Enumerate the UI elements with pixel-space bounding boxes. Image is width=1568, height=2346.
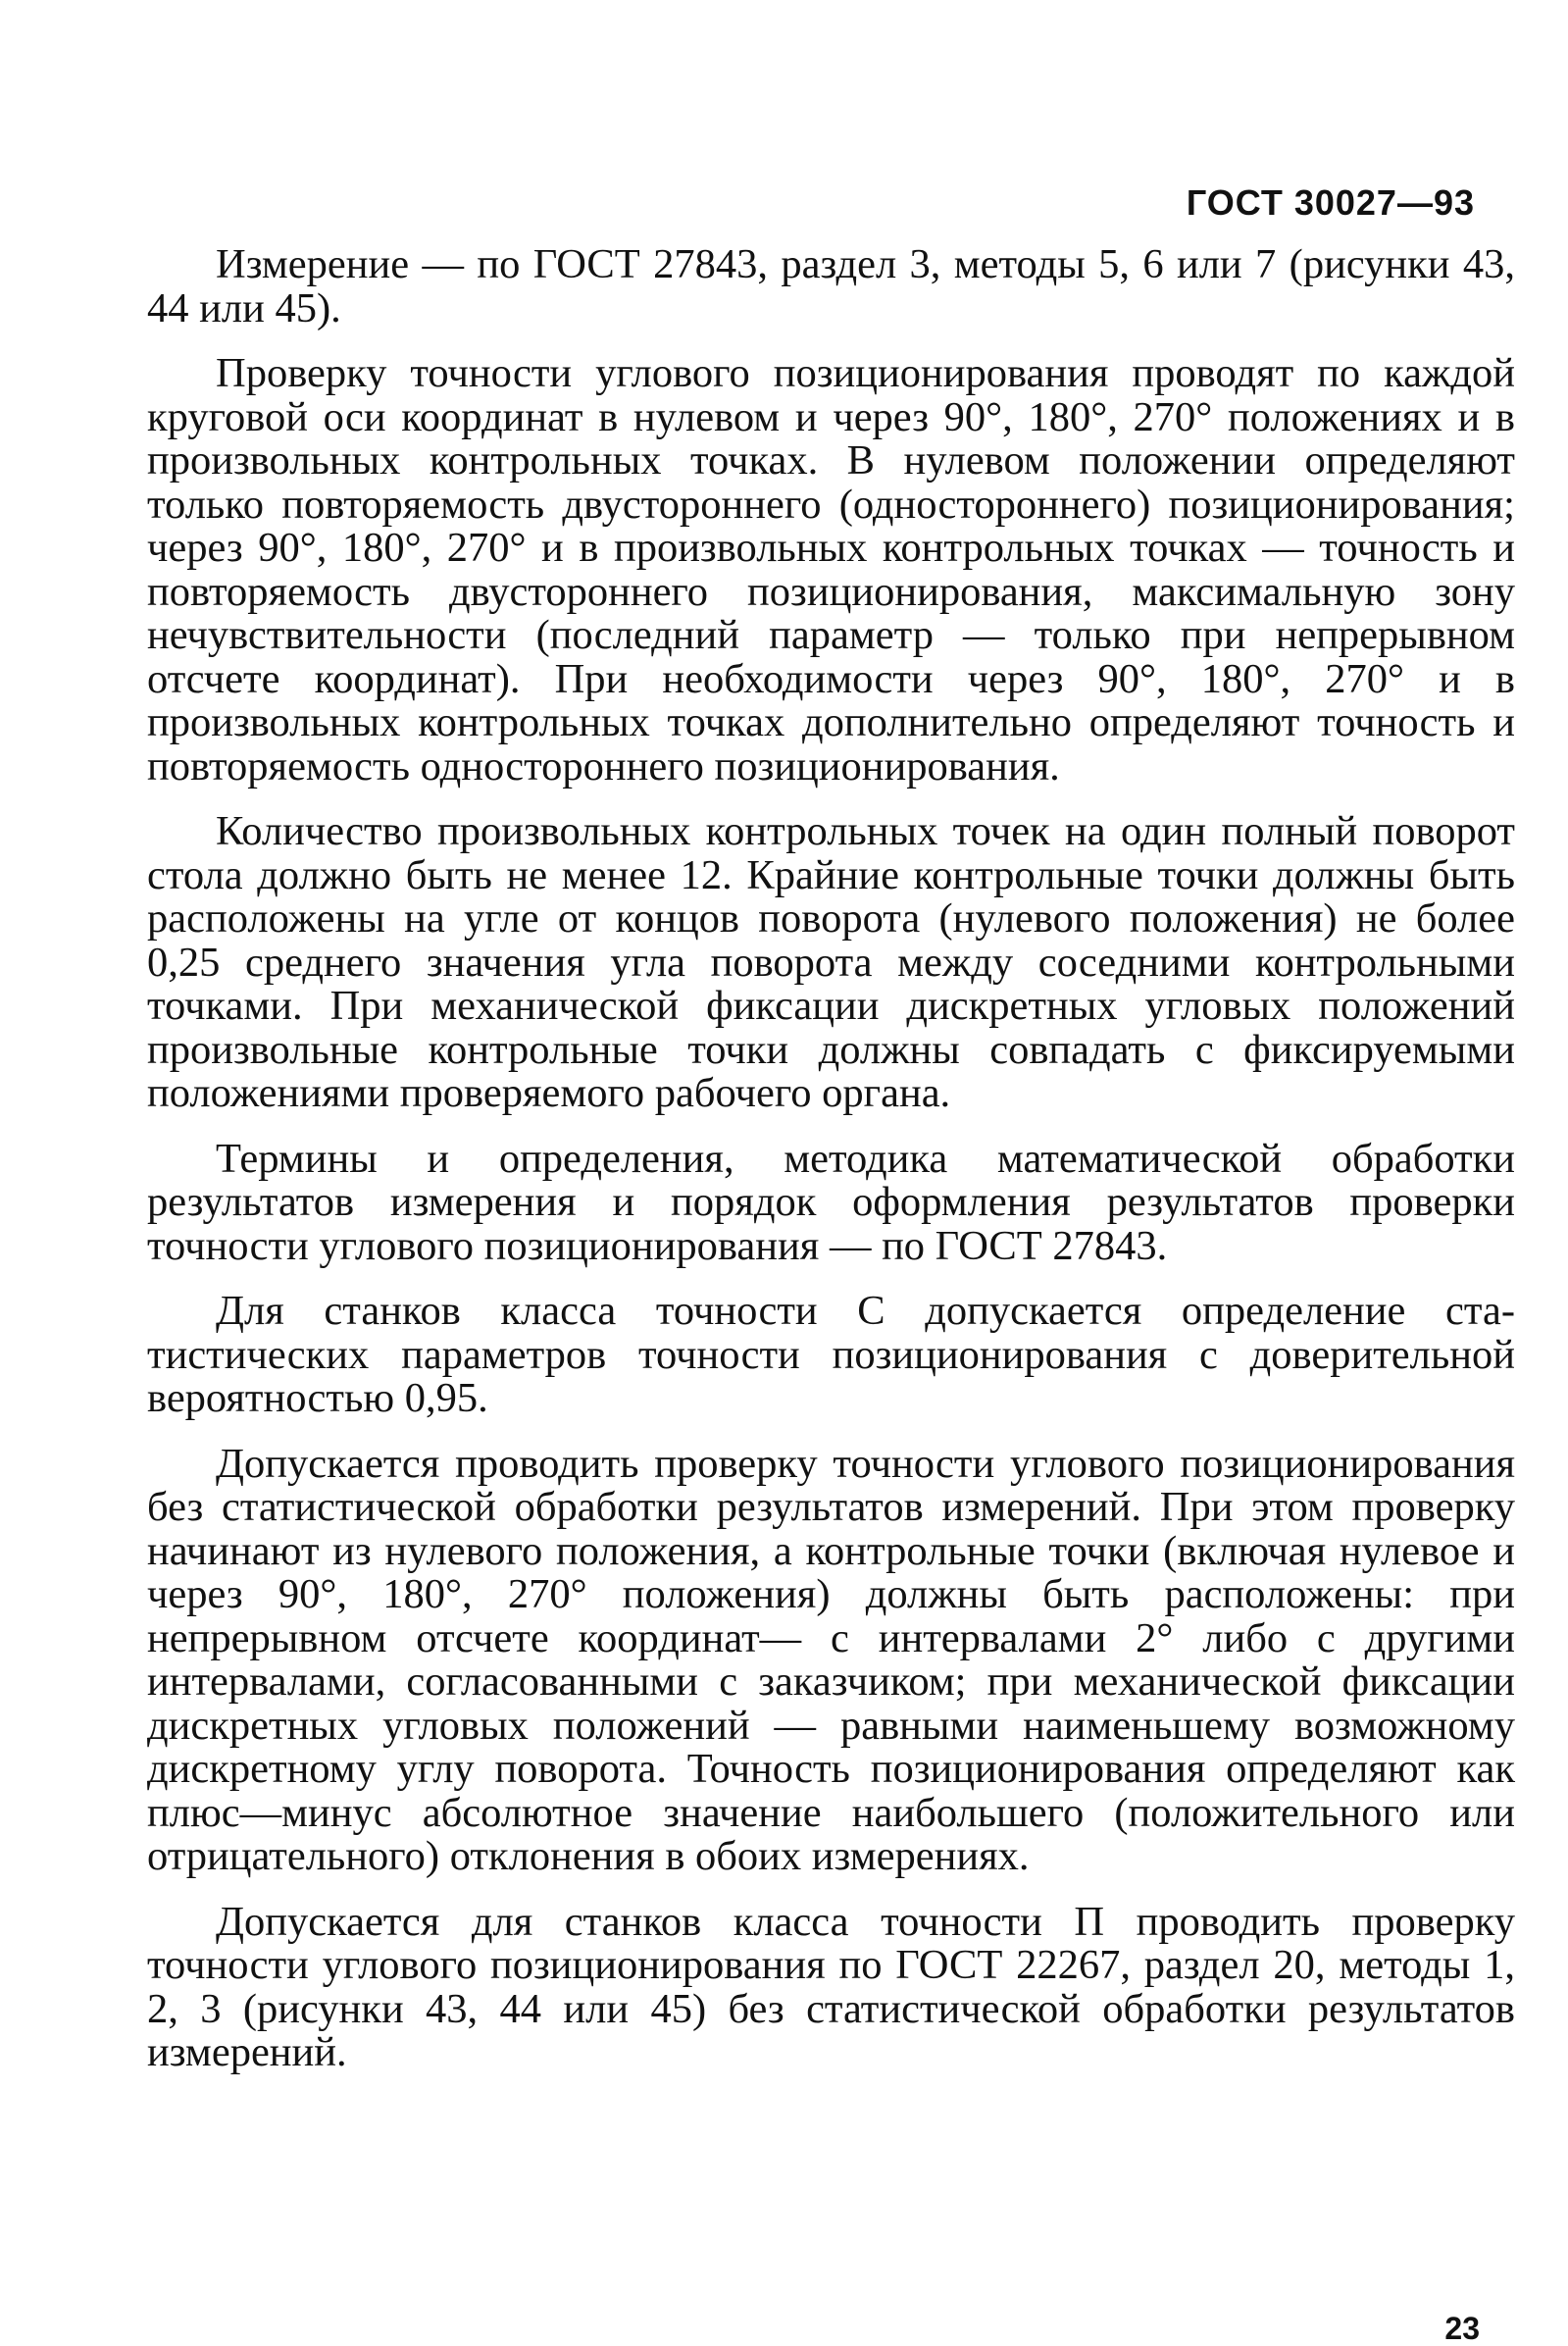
page-number: 23	[1444, 2311, 1480, 2346]
paragraph: Измерение — по ГОСТ 27843, раздел 3, методы 5, 6 или 7 (рисунки 43, 44 или 45).	[147, 241, 1515, 332]
paragraph: Для станков класса точности С допускается определение статистических параметров точности позиционирования с доверительной вероятностью 0,95.	[147, 1288, 1515, 1421]
paragraph: Допускается для станков класса точности П проводить проверку точности углового позиционирования по ГОСТ 22267, раздел 20, методы 1, 2, 3 (рисунки 43, 44 или 45) без статистической обработки результатов измерений.	[147, 1898, 1515, 2075]
paragraph: Проверку точности углового позиционирования проводят по каждой круговой оси координат в нулевом и через 90°, 180°, 270° положениях и в произвольных контрольных точках. В нулевом положении определяют только повторяемость двустороннего (одностороннего) позиционирования; через 90°, 180°, 270° и в произвольных контрольных точках — точность и повторяемость двустороннего позиционирования, максимальную зону нечувствительности (последний параметр — только при непрерывном отсчете координат). При необходимости через 90°, 180°, 270° и в произвольных контрольных точках дополнительно определяют точность и повторяемость одностороннего позиционирования.	[147, 350, 1515, 790]
document-body	[147, 243, 1515, 2097]
paragraph: Термины и определения, методика математической обработки результатов измерения и порядок оформления результатов проверки точности углового позиционирования — по ГОСТ 27843.	[147, 1135, 1515, 1269]
document-header: ГОСТ 30027—93	[1186, 182, 1475, 223]
paragraph: Допускается проводить проверку точности углового позиционирования без статистической обработки результатов измерений. При этом проверку начинают из нулевого положения, а контрольные точки (включая нулевое и через 90°, 180°, 270° положения) должны быть расположены: при непрерывном отсчете координат— с интервалами 2° либо с другими интервалами, согласованными с заказчиком; при механической фиксации дискретных угловых положений — равными наименьшему возможному дискретному углу поворота. Точность позиционирования определяют как плюс—минус абсолютное значение наибольшего (положительного или отрицательного) отклонения в обоих измерениях.	[147, 1440, 1515, 1879]
paragraph: Количество произвольных контрольных точек на один полный поворот стола должно быть не менее 12. Крайние контрольные точки должны быть расположены на угле от концов поворота (нулевого положения) не более 0,25 среднего значения угла поворота между соседними контрольными точками. При механической фиксации дискретных угловых положений произвольные контрольные точки должны совпадать с фиксируемыми положениями проверяемого рабочего органа.	[147, 808, 1515, 1116]
